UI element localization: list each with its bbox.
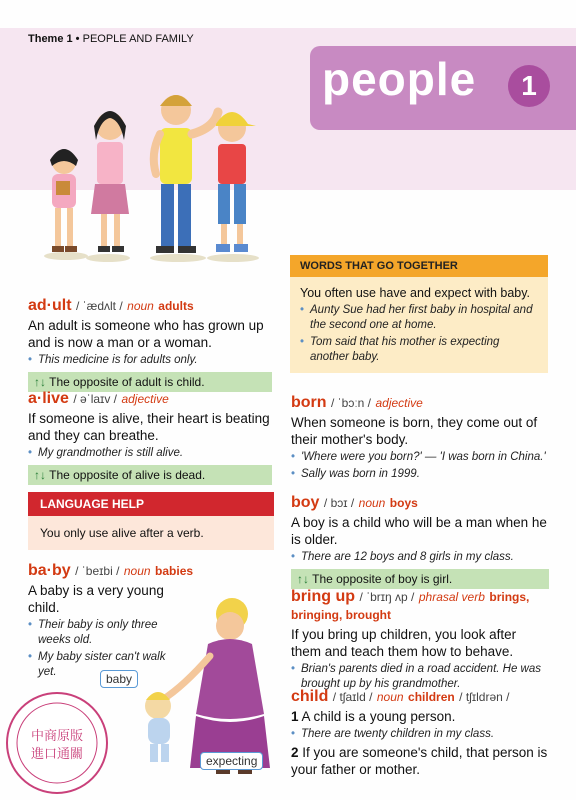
language-help-text: You only use alive after a verb. <box>28 516 274 550</box>
headword: ad·ult <box>28 297 72 314</box>
definition: A baby is a very young child. <box>28 583 164 615</box>
sense-2: 2 If you are someone's child, that person is your father or mother. <box>291 745 548 777</box>
definition: When someone is born, they come out of their mother's body. <box>291 415 538 447</box>
mother-baby-illustration <box>120 596 280 776</box>
entry-child <box>291 688 549 778</box>
section-title: people <box>322 53 477 105</box>
example: • My baby sister can't walk yet. <box>28 650 168 680</box>
pronunciation: / bɔɪ / <box>323 496 355 510</box>
opposite-note: ↑↓ The opposite of adult is child. <box>28 372 272 392</box>
definition: If you bring up children, you look after them and teach them how to behave. <box>291 627 517 659</box>
import-seal-icon <box>4 690 110 796</box>
opposite-note: ↑↓ The opposite of alive is dead. <box>28 465 272 485</box>
sense-number: 2 <box>291 745 299 760</box>
opposite-arrows-icon: ↑↓ <box>34 375 46 389</box>
forms-pronunciation: / tʃɪldrən / <box>459 690 510 704</box>
pronunciation: / tʃaɪld / <box>332 690 373 704</box>
example: • Brian's parents died in a road accident. He was brought up by his grandmother. <box>291 662 549 692</box>
part-of-speech: noun <box>127 299 154 313</box>
theme-label: Theme 1 • PEOPLE AND FAMILY <box>28 33 194 45</box>
opposite-note: ↑↓ The opposite of boy is girl. <box>291 569 549 589</box>
svg-text:中商原版: 中商原版 <box>30 729 84 744</box>
word-forms: children <box>408 690 455 704</box>
sense-number: 1 <box>291 709 299 724</box>
headword: a·live <box>28 390 69 407</box>
entry-adult <box>28 297 272 392</box>
words-together-heading: WORDS THAT GO TOGETHER <box>290 255 548 277</box>
headword: boy <box>291 494 320 511</box>
example: • Sally was born in 1999. <box>291 467 549 482</box>
definition: A boy is a child who will be a man when he is older. <box>291 515 547 547</box>
definition: An adult is someone who has grown up and is now a man or a woman. <box>28 318 264 350</box>
language-help-box <box>28 492 274 550</box>
words-together-box <box>290 255 548 373</box>
language-help-heading: LANGUAGE HELP <box>28 492 274 516</box>
example: • There are twenty children in my class. <box>291 727 549 742</box>
example: • Aunty Sue had her first baby in hospital and the second one at home. <box>300 303 538 333</box>
baby-label: baby <box>100 670 138 688</box>
svg-text:進口通關: 進口通關 <box>30 747 84 762</box>
opposite-arrows-icon: ↑↓ <box>34 468 46 482</box>
example: • My grandmother is still alive. <box>28 446 272 461</box>
word-forms: brings, bringing, brought <box>291 590 530 622</box>
entry-boy <box>291 494 549 589</box>
pronunciation: / ˈbɔːn / <box>331 396 372 410</box>
definition: If someone is alive, their heart is beating and they can breathe. <box>28 411 270 443</box>
family-illustration <box>28 86 288 262</box>
words-together-intro: You often use have and expect with baby. <box>300 286 531 300</box>
part-of-speech: noun <box>358 496 386 510</box>
pronunciation: / əˈlaɪv / <box>73 392 117 406</box>
part-of-speech: noun <box>376 690 404 704</box>
example: • Tom said that his mother is expecting another baby. <box>300 335 538 365</box>
word-forms: babies <box>155 564 194 578</box>
section-number: 1 <box>508 65 550 107</box>
headword: born <box>291 394 327 411</box>
example: • There are 12 boys and 8 girls in my class. <box>291 550 549 565</box>
headword: ba·by <box>28 562 71 579</box>
part-of-speech: noun <box>123 564 151 578</box>
part-of-speech: adjective <box>375 396 423 410</box>
part-of-speech: adjective <box>121 392 169 406</box>
headword: child <box>291 688 329 705</box>
example: • This medicine is for adults only. <box>28 353 272 368</box>
pronunciation: / ˈbeɪbi / <box>75 564 120 578</box>
part-of-speech: phrasal verb <box>418 590 485 604</box>
words-together-body <box>290 277 548 373</box>
expecting-label: expecting <box>200 752 263 770</box>
pronunciation: / ˈbrɪŋ ʌp / <box>359 590 415 604</box>
word-forms: boys <box>389 496 418 510</box>
example: • 'Where were you born?' — 'I was born in China.' <box>291 450 549 465</box>
entry-born <box>291 394 549 482</box>
entry-alive <box>28 390 272 485</box>
opposite-arrows-icon: ↑↓ <box>297 572 309 586</box>
sense-1: 1 A child is a young person. <box>291 709 456 724</box>
headword: bring up <box>291 588 355 605</box>
entry-bring-up <box>291 588 549 692</box>
word-forms: adults <box>158 299 194 313</box>
example: • Their baby is only three weeks old. <box>28 618 168 648</box>
pronunciation: / ˈædʌlt / <box>76 299 123 313</box>
